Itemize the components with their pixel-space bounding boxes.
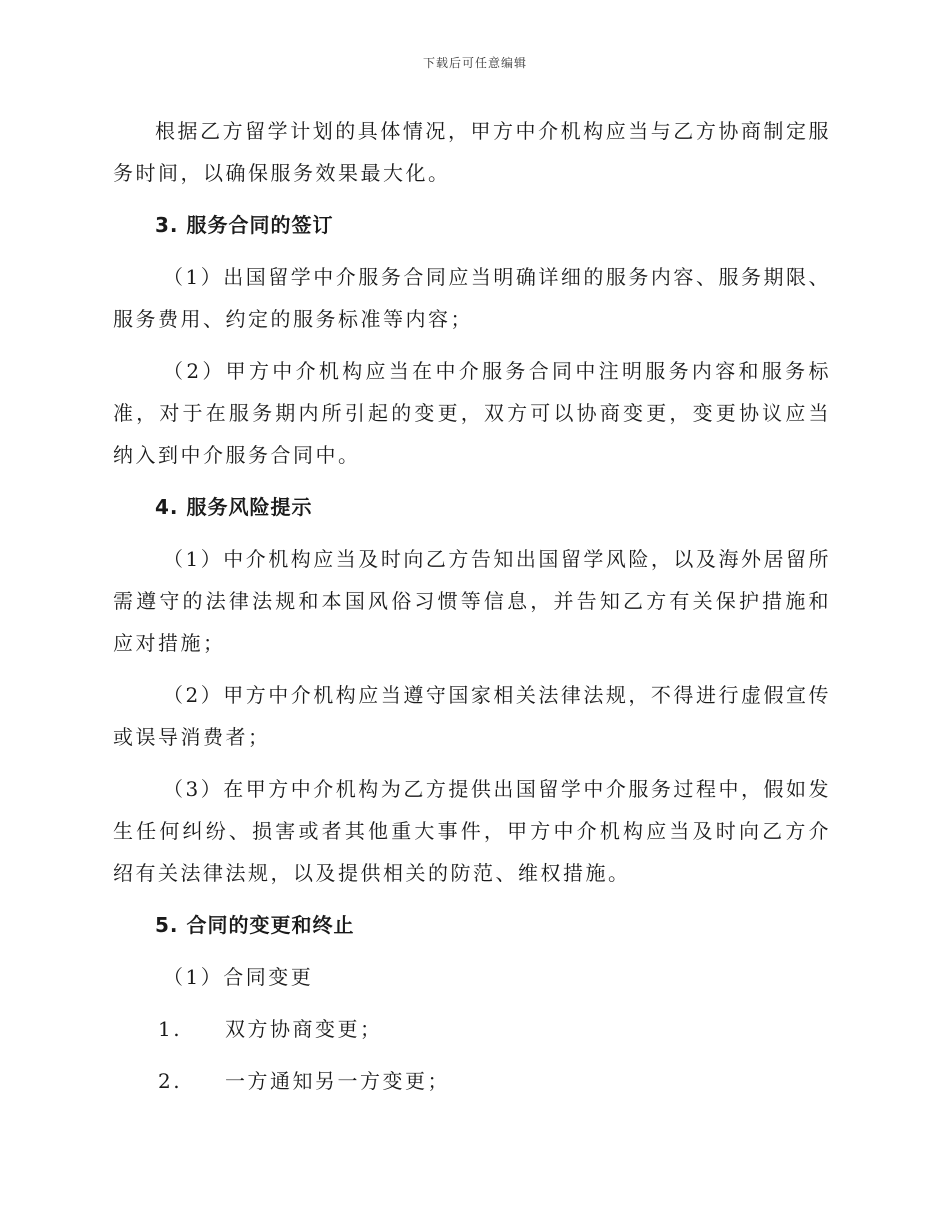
list-item-number: 2. xyxy=(158,1069,183,1093)
paragraph-service-time: 根据乙方留学计划的具体情况，甲方中介机构应当与乙方协商制定服务时间，以确保服务效果最大化。 xyxy=(113,119,831,185)
paragraph-4-1: （1）中介机构应当及时向乙方告知出国留学风险，以及海外居留所需遵守的法律法规和本国风俗习惯等信息，并告知乙方有关保护措施和应对措施； xyxy=(113,547,831,655)
section-heading-3: 3. 服务合同的签订 xyxy=(155,213,334,237)
list-item xyxy=(113,1008,831,1050)
list-item-text: 一方通知另一方变更； xyxy=(225,1069,450,1093)
paragraph-4-2: （2）甲方中介机构应当遵守国家相关法律法规，不得进行虚假宣传或误导消费者； xyxy=(113,683,831,749)
paragraph-5-1: （1）合同变更 xyxy=(163,965,314,989)
paragraph-4-3: （3）在甲方中介机构为乙方提供出国留学中介服务过程中，假如发生任何纠纷、损害或者其他重大事件，甲方中介机构应当及时向乙方介绍有关法律法规，以及提供相关的防范、维权措施。 xyxy=(113,777,831,885)
list-item-number: 1. xyxy=(158,1017,183,1041)
list-item-text: 双方协商变更； xyxy=(225,1017,383,1041)
section-heading-4: 4. 服务风险提示 xyxy=(155,495,313,519)
paragraph-3-2: （2）甲方中介机构应当在中介服务合同中注明服务内容和服务标准，对于在服务期内所引起的变更，双方可以协商变更，变更协议应当纳入到中介服务合同中。 xyxy=(113,359,831,467)
document-body xyxy=(113,110,831,1102)
list-item xyxy=(113,1060,831,1102)
header-note: 下载后可任意编辑 xyxy=(422,56,527,70)
paragraph-3-1: （1）出国留学中介服务合同应当明确详细的服务内容、服务期限、服务费用、约定的服务标准等内容； xyxy=(113,265,831,331)
section-heading-5: 5. 合同的变更和终止 xyxy=(155,913,355,937)
